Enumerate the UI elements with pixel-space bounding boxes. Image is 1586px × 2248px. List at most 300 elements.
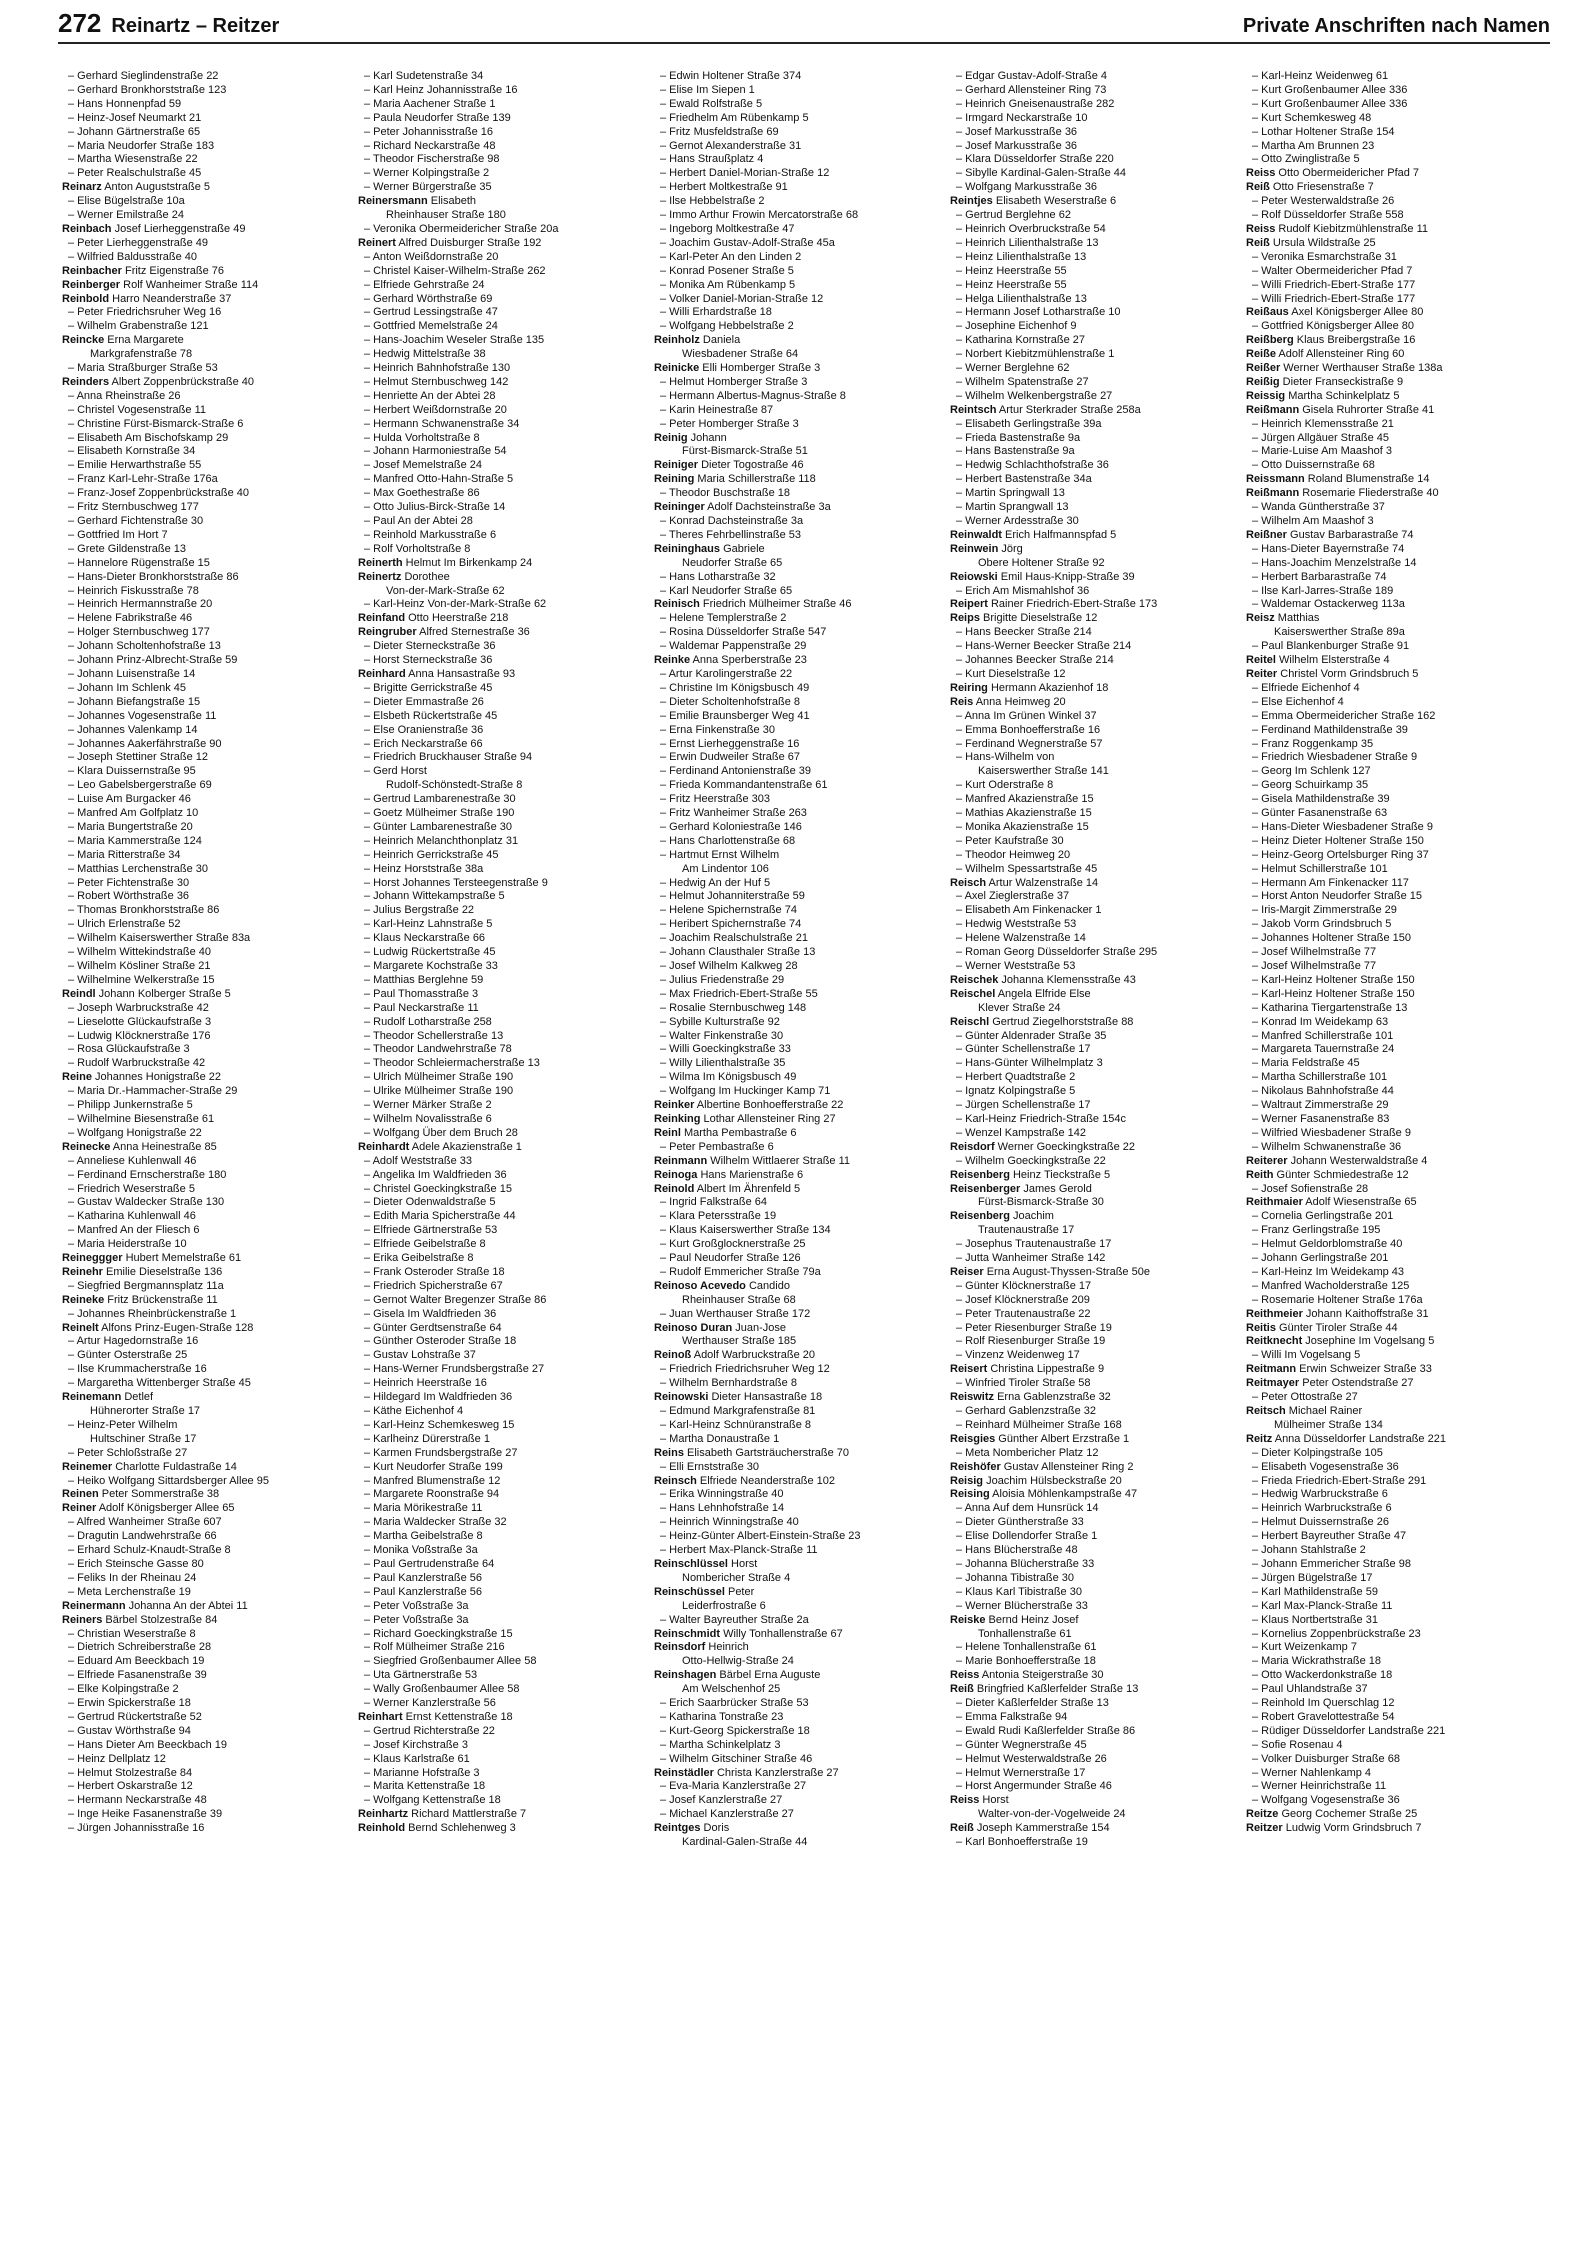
sub-entry: – Elfriede Gärtnerstraße 53 [364,1224,498,1237]
sub-entry: – Frank Osteroder Straße 18 [364,1265,505,1278]
sub-entry: – Paul Kanzlerstraße 56 [364,1571,483,1584]
entry-text: Johanna An der Abtei 11 [125,1599,248,1612]
sub-entry: – Goetz Mülheimer Straße 190 [364,807,515,820]
sub-entry: – Katharina Kornstraße 27 [956,334,1086,347]
entry-text: Johann [687,431,727,444]
surname: Reincke [62,334,105,347]
surname-entry [1246,1308,1542,1322]
entry-text: Gisela Ruhrorter Straße 41 [1299,403,1435,416]
sub-entry: – Heinz Dellplatz 12 [68,1752,166,1765]
sub-entry: – Paul Uhlandstraße 37 [1252,1683,1368,1696]
sub-entry: – Franz-Josef Zoppenbrückstraße 40 [68,487,249,500]
sub-entry: – Juan Werthauser Straße 172 [660,1307,811,1320]
sub-entry: – Herbert Bastenstraße 34a [956,473,1092,486]
surname-entry [1246,1377,1542,1391]
sub-entry: – Kurt Großenbaumer Allee 336 [1252,97,1408,110]
entry-text: Erna Gablenzstraße 32 [994,1391,1111,1404]
sub-entry: – Josef Wilhelmstraße 77 [1252,960,1377,972]
sub-entry: – Otto Wackerdonkstraße 18 [1252,1669,1393,1682]
sub-entry: – Werner Berglehne 62 [956,362,1070,375]
sub-entry: – Elfriede Gehrstraße 24 [364,278,485,291]
sub-entry: – Hartmut Ernst Wilhelm [660,848,780,861]
sub-entry: – Sybille Kulturstraße 92 [660,1015,780,1028]
sub-entry: – Ferdinand Ernscherstraße 180 [68,1168,227,1181]
surname-entry [654,1475,950,1489]
entry-text: James Gerold [1020,1182,1092,1195]
sub-entry: – Josephus Trautenaustraße 17 [956,1238,1112,1251]
sub-entry: – Maria Wickrathstraße 18 [1252,1655,1381,1668]
sub-entry: – Herbert Barbarastraße 74 [1252,570,1387,583]
sub-entry: – Peter Ottostraße 27 [1252,1391,1358,1404]
sub-entry: – Michael Kanzlerstraße 27 [660,1808,794,1821]
surname-entry [950,1475,1246,1489]
surname-entry [1246,223,1542,237]
sub-entry: – Rosa Glückaufstraße 3 [68,1043,190,1056]
sub-entry: – Josef Klöcknerstraße 209 [956,1293,1090,1306]
sub-entry: – Helmut Schillerstraße 101 [1252,862,1388,875]
sub-entry: – Erna Finkenstraße 30 [660,723,775,736]
sub-entry: – Hedwig Warbruckstraße 6 [1252,1488,1388,1501]
surname: Reinshagen [654,1669,717,1682]
entry-text: Joachim Hülsbeckstraße 20 [983,1474,1122,1487]
surname-entry [1246,487,1542,501]
section-title: Private Anschriften nach Namen [1242,15,1550,37]
entry-text: Erwin Schweizer Straße 33 [1296,1363,1432,1376]
sub-entry: – Klara Duissernstraße 95 [68,765,196,778]
surname: Reinold [654,1182,695,1195]
sub-entry: – Horst Angermunder Straße 46 [956,1780,1112,1793]
sub-entry: – Heinrich Warbruckstraße 6 [1252,1502,1392,1515]
sub-entry: – Werner Blücherstraße 33 [956,1599,1088,1612]
entry-text: Adolf Dachsteinstraße 3a [704,501,831,514]
sub-entry: – Wilhelm Spatenstraße 27 [956,375,1089,388]
surname-entry [62,1266,358,1280]
sub-entry: – Hans-Dieter Wiesbadener Straße 9 [1252,820,1433,833]
surname: Reinehr [62,1265,103,1278]
sub-entry: – Lieselotte Glückaufstraße 3 [68,1015,212,1028]
sub-entry: – Adolf Weststraße 33 [364,1154,473,1167]
entry-text: Anna Hansastraße 93 [405,667,516,680]
sub-entry: – Rudolf Emmericher Straße 79a [660,1265,821,1278]
surname-entry [358,571,654,585]
sub-entry: – Emma Falkstraße 94 [956,1710,1068,1723]
sub-entry: – Elisabeth Kornstraße 34 [68,445,196,458]
sub-entry: – Wilhelm Wittekindstraße 40 [68,946,212,959]
sub-entry: – Christel Kaiser-Wilhelm-Straße 262 [364,264,546,277]
sub-entry: – Paul An der Abtei 28 [364,515,473,527]
sub-entry: – Friedhelm Am Rübenkamp 5 [660,111,809,124]
entry-text: Johanna Klemensstraße 43 [998,973,1136,986]
sub-entry: – Gertrud Rückertstraße 52 [68,1710,202,1723]
entry-text: Rudolf Kiebitzmühlenstraße 11 [1275,222,1429,235]
sub-entry: – Kurt Großenbaumer Allee 336 [1252,83,1408,96]
surname-entry [950,543,1246,557]
sub-entry: – Manfred Schillerstraße 101 [1252,1029,1394,1042]
sub-entry: – Günter Gerdtsenstraße 64 [364,1321,502,1334]
sub-entry: – Werner Bürgerstraße 35 [364,181,492,194]
surname-entry [950,1183,1246,1197]
surname-entry [62,1600,358,1614]
sub-entry: – Ilse Hebbelstraße 2 [660,195,765,208]
sub-entry: – Peter Trautenaustraße 22 [956,1307,1091,1320]
entry-text: Erich Halfmannspfad 5 [1001,528,1117,541]
sub-entry: – Max Goethestraße 86 [364,487,480,500]
entry-continuation: Fürst-Bismarck-Straße 30 [978,1196,1104,1209]
sub-entry: – Gerhard Koloniestraße 146 [660,820,802,833]
surname: Reißmann [1246,403,1300,416]
surname-entry [1246,1433,1542,1447]
sub-entry: – Wolfgang Im Huckinger Kamp 71 [660,1085,831,1098]
surname-entry [62,1294,358,1308]
sub-entry: – Hans-Wilhelm von [956,751,1055,764]
sub-entry: – Johann Emmericher Straße 98 [1252,1557,1411,1570]
sub-entry: – Karl-Heinz Lahnstraße 5 [364,918,493,931]
sub-entry: – Frieda Kommandantenstraße 61 [660,779,828,792]
sub-entry: – Meta Lerchenstraße 19 [68,1585,191,1598]
surname: Reinisch [654,598,700,611]
surname-entry [62,1322,358,1336]
surname-entry [950,1488,1246,1502]
sub-entry: – Manfred Am Golfplatz 10 [68,807,199,820]
surname: Reinwein [950,542,999,555]
entry-text: Harro Neanderstraße 37 [109,292,232,305]
sub-entry: – Herbert Bayreuther Straße 47 [1252,1530,1407,1543]
entry-text: Peter Sommerstraße 38 [98,1488,220,1501]
sub-entry: – Else Eichenhof 4 [1252,695,1344,708]
sub-entry: – Johann Luisenstraße 14 [68,667,196,680]
sub-entry: – Otto Julius-Birck-Straße 14 [364,501,506,514]
sub-entry: – Konrad Posener Straße 5 [660,264,794,277]
entry-continuation: Am Lindentor 106 [682,862,769,875]
surname-entry [358,612,654,626]
sub-entry: – Friedrich Friedrichsruher Weg 12 [660,1363,830,1376]
surname: Reinschmidt [654,1627,721,1640]
sub-entry: – Artur Hagedornstraße 16 [68,1335,199,1348]
sub-entry: – Günter Osterstraße 25 [68,1349,188,1362]
sub-entry: – Joseph Stettiner Straße 12 [68,751,209,764]
surname: Reine [62,1071,92,1084]
surname-entry [654,1641,950,1655]
sub-entry: – Jürgen Bügelstraße 17 [1252,1571,1373,1584]
entry-text: Otto Friesenstraße 7 [1269,181,1374,194]
surname-entry [1246,668,1542,682]
sub-entry: – Klaus Karlstraße 61 [364,1752,470,1765]
sub-entry: – Helene Walzenstraße 14 [956,932,1086,945]
sub-entry: – Friedrich Wiesbadener Straße 9 [1252,751,1418,764]
sub-entry: – Erika Winningstraße 40 [660,1488,784,1501]
sub-entry: – Helmut Westerwaldstraße 26 [956,1752,1107,1765]
surname: Reitel [1246,654,1276,667]
sub-entry: – Klara Düsseldorfer Straße 220 [956,153,1114,166]
entry-text: Heinz Tieckstraße 5 [1009,1168,1111,1181]
sub-entry: – Kornelius Zoppenbrückstraße 23 [1252,1627,1421,1640]
sub-entry: – Johannes Rheinbrückenstraße 1 [68,1307,237,1320]
sub-entry: – Wolfgang Markusstraße 36 [956,181,1098,194]
sub-entry: – Martha Schillerstraße 101 [1252,1071,1388,1084]
surname-entry [654,334,950,348]
surname: Reinen [62,1488,99,1501]
sub-entry: – Hans-Dieter Bayernstraße 74 [1252,542,1405,555]
sub-entry: – Friedrich Weserstraße 5 [68,1182,195,1195]
entry-text: Dieter Togostraße 46 [698,459,804,472]
sub-entry: – Hans Dieter Am Beeckbach 19 [68,1738,227,1751]
sub-entry: – Ilse Krummacherstraße 16 [68,1363,207,1376]
sub-entry: – Erich Am Mismahlshof 36 [956,584,1090,597]
sub-entry: – Rosemarie Holtener Straße 176a [1252,1293,1423,1306]
sub-entry: – Wilhelm Novalisstraße 6 [364,1112,492,1125]
sub-entry: – Peter Kaufstraße 30 [956,834,1064,847]
sub-entry: – Axel Zieglerstraße 37 [956,890,1070,903]
sub-entry: – Henriette An der Abtei 28 [364,389,496,402]
surname-entry [1246,348,1542,362]
sub-entry: – Dietrich Schreiberstraße 28 [68,1641,212,1654]
sub-entry: – Peter Realschulstraße 45 [68,167,202,180]
sub-entry: – Paul Thomasstraße 3 [364,987,479,1000]
surname: Reiss [950,1669,980,1682]
surname: Reinelt [62,1321,99,1334]
surname-entry [654,1280,950,1294]
sub-entry: – Werner Emilstraße 24 [68,209,184,222]
sub-entry: – Sofie Rosenau 4 [1252,1738,1343,1751]
surname-entry [1246,404,1542,418]
sub-entry: – Winfried Tiroler Straße 58 [956,1377,1091,1390]
sub-entry: – Klaus Kaiserswerther Straße 134 [660,1224,831,1237]
sub-entry: – Maria Feldstraße 45 [1252,1057,1360,1070]
sub-entry: – Helene Fabrikstraße 46 [68,612,193,625]
surname: Reintjes [950,195,993,208]
surname: Reinhart [358,1710,403,1723]
sub-entry: – Werner Kanzlerstraße 56 [364,1697,496,1710]
entry-text: Günter Schmiedestraße 12 [1273,1168,1409,1181]
sub-entry: – Kurt Neudorfer Straße 199 [364,1460,503,1473]
entry-text: Adolf Königsberger Allee 65 [96,1502,235,1515]
sub-entry: – Wilhelmine Biesenstraße 61 [68,1112,215,1125]
entry-text: Werner Goeckingkstraße 22 [994,1140,1136,1153]
sub-entry: – Otto Duissernstraße 68 [1252,459,1375,472]
sub-entry: – Emilie Herwarthstraße 55 [68,459,202,472]
surname: Reinecke [62,1140,111,1153]
entry-text: Johann Kolberger Straße 5 [95,987,231,1000]
surname-entry [950,1433,1246,1447]
sub-entry: – Ulrich Erlenstraße 52 [68,918,181,931]
sub-entry: – Dragutin Landwehrstraße 66 [68,1530,217,1543]
sub-entry: – Johann Scholtenhofstraße 13 [68,640,221,653]
sub-entry: – Richard Neckarstraße 48 [364,139,496,152]
sub-entry: – Paul Kanzlerstraße 56 [364,1585,483,1598]
entry-continuation: Otto-Hellwig-Straße 24 [682,1655,794,1668]
sub-entry: – Johannes Vogesenstraße 11 [68,709,217,722]
sub-entry: – Fritz Sternbuschweg 177 [68,501,199,514]
sub-entry: – Elise Im Siepen 1 [660,83,755,96]
sub-entry: – Horst Sterneckstraße 36 [364,654,493,667]
surname-entry [1246,1808,1542,1822]
sub-entry: – Meta Nombericher Platz 12 [956,1446,1099,1459]
entry-text: Lothar Allensteiner Ring 27 [700,1112,836,1125]
surname-entry [654,1155,950,1169]
entry-text: Ludwig Vorm Grindsbruch 7 [1282,1822,1422,1835]
surname: Reitis [1246,1321,1276,1334]
sub-entry: – Edwin Holtener Straße 374 [660,70,802,82]
sub-entry: – Johanna Blücherstraße 33 [956,1557,1095,1570]
sub-entry: – Hans Bastenstraße 9a [956,445,1075,458]
sub-entry: – Ignatz Kolpingstraße 5 [956,1085,1076,1098]
entry-text: Georg Cochemer Straße 25 [1278,1808,1418,1821]
sub-entry: – Ferdinand Antonienstraße 39 [660,765,812,778]
surname-entry [1246,237,1542,251]
surname: Reitknecht [1246,1335,1303,1348]
sub-entry: – Roman Georg Düsseldorfer Straße 295 [956,946,1158,959]
surname: Reinemer [62,1460,113,1473]
surname: Reinhardt [358,1140,410,1153]
sub-entry: – Hedwig Schlachthofstraße 36 [956,459,1109,472]
surname: Reitsch [1246,1405,1286,1417]
sub-entry: – Mathias Akazienstraße 15 [956,807,1092,820]
entry-text: Adolf Warbruckstraße 20 [691,1349,815,1362]
surname-entry [654,1169,950,1183]
entry-text: Josephine Im Vogelsang 5 [1302,1335,1435,1348]
sub-entry: – Edmund Markgrafenstraße 81 [660,1405,816,1417]
surname-entry [950,1683,1246,1697]
sub-entry: – Ernst Lierheggenstraße 16 [660,737,800,750]
sub-entry: – Angelika Im Waldfrieden 36 [364,1168,507,1181]
entry-continuation: Rheinhauser Straße 68 [682,1293,796,1306]
entry-text: Werner Werthauser Straße 138a [1280,362,1443,375]
sub-entry: – Helmut Stolzestraße 84 [68,1766,193,1779]
surname-entry [1246,376,1542,390]
entry-text: Dorothee [401,570,450,583]
sub-entry: – Heinrich Hermannstraße 20 [68,598,213,611]
sub-entry: – Ingrid Falkstraße 64 [660,1196,767,1209]
sub-entry: – Helene Templerstraße 2 [660,612,787,625]
surname: Reis [950,695,974,708]
surname-entry [1246,1405,1542,1419]
sub-entry: – Hans-Joachim Menzelstraße 14 [1252,556,1417,569]
sub-entry: – Karl-Heinz Von-der-Mark-Straße 62 [364,598,547,611]
sub-entry: – Maria Bungertstraße 20 [68,820,193,833]
sub-entry: – Heinz Heerstraße 55 [956,264,1067,277]
sub-entry: – Artur Karolingerstraße 22 [660,667,793,680]
sub-entry: – Peter Pembastraße 6 [660,1140,774,1153]
surname: Reinberger [62,278,121,291]
entry-continuation: Nombericher Straße 4 [682,1571,791,1584]
surname-entry [654,1183,950,1197]
sub-entry: – Sibylle Kardinal-Galen-Straße 44 [956,167,1126,180]
surname-entry [1246,1822,1542,1836]
entry-text: Juan-Jose [732,1321,787,1334]
surname: Reinl [654,1126,681,1139]
sub-entry: – Volker Duisburger Straße 68 [1252,1752,1400,1765]
sub-entry: – Elli Ernststraße 30 [660,1460,760,1473]
surname: Reindl [62,987,96,1000]
sub-entry: – Edith Maria Spicherstraße 44 [364,1210,516,1223]
sub-entry: – Heinz Horststraße 38a [364,862,484,875]
surname: Reiß [950,1822,974,1835]
surname-entry [950,1169,1246,1183]
sub-entry: – Hermann Albertus-Magnus-Straße 8 [660,389,846,402]
sub-entry: – Jürgen Schellenstraße 17 [956,1099,1091,1112]
sub-entry: – Paul Neudorfer Straße 126 [660,1252,801,1265]
entry-text: Horst [979,1794,1009,1807]
sub-entry: – Iris-Margit Zimmerstraße 29 [1252,904,1397,917]
sub-entry: – Margarete Kochstraße 33 [364,960,498,972]
page-header [58,8,1550,44]
entry-text: Rainer Friedrich-Ebert-Straße 173 [987,598,1158,611]
surname-entry [654,459,950,473]
sub-entry: – Veronika Esmarchstraße 31 [1252,250,1397,263]
entry-text: Anna Düsseldorfer Landstraße 221 [1272,1432,1446,1445]
surname: Reiniger [654,459,699,472]
sub-entry: – Johannes Holtener Straße 150 [1252,932,1411,945]
sub-entry: – Inge Heike Fasanenstraße 39 [68,1808,223,1821]
surname-entry [62,279,358,293]
sub-entry: – Werner Ardesstraße 30 [956,515,1079,527]
surname: Reiser [950,1265,984,1278]
entry-text: Hubert Memelstraße 61 [122,1252,242,1265]
sub-entry: – Karl-Heinz Weidenweg 61 [1252,70,1389,82]
sub-entry: – Christine Fürst-Bismarck-Straße 6 [68,417,244,430]
surname: Reips [950,612,980,625]
sub-entry: – Heinrich Heerstraße 16 [364,1377,487,1390]
surname-entry [358,1808,654,1822]
sub-entry: – Ulrike Mülheimer Straße 190 [364,1085,514,1098]
entry-text: Matthias [1274,612,1320,625]
surname-entry [654,1447,950,1461]
surname: Reinhold [358,1822,406,1835]
sub-entry: – Martha Donaustraße 1 [660,1432,780,1445]
sub-entry: – Norbert Kiebitzmühlenstraße 1 [956,348,1115,361]
sub-entry: – Paul Neckarstraße 11 [364,1001,479,1014]
sub-entry: – Helmut Duissernstraße 26 [1252,1516,1389,1529]
entry-continuation: Kaiserswerther Straße 89a [1274,626,1405,639]
entry-text: Antonia Steigerstraße 30 [979,1669,1104,1682]
sub-entry: – Hermann Schwanenstraße 34 [364,417,520,430]
surname-entry [1246,390,1542,404]
surname: Reinoß [654,1349,692,1362]
sub-entry: – Wilhelm Kösliner Straße 21 [68,960,211,972]
entry-text: Gabriele [720,542,765,555]
surname-entry [62,265,358,279]
surname: Reinig [654,431,688,444]
sub-entry: – Josef Sofienstraße 28 [1252,1182,1369,1195]
surname-entry [654,1586,950,1600]
sub-entry: – Dieter Odenwaldstraße 5 [364,1196,496,1209]
entry-text: Elli Homberger Straße 3 [699,362,821,375]
sub-entry: – Brigitte Gerrickstraße 45 [364,681,493,694]
sub-entry: – Katharina Kuhlenwall 46 [68,1210,196,1223]
entry-text: Anna Heinestraße 85 [110,1140,217,1153]
sub-entry: – Klaus Nortbertstraße 31 [1252,1613,1378,1626]
surname: Reineke [62,1293,105,1306]
sub-entry: – Christel Vogesenstraße 11 [68,403,206,416]
sub-entry: – Heinrich Fiskusstraße 78 [68,584,199,597]
entry-text: Adolf Allensteiner Ring 60 [1275,348,1405,361]
entry-continuation: Werthauser Straße 185 [682,1335,797,1348]
sub-entry: – Georg Schuirkamp 35 [1252,779,1369,792]
sub-entry: – Theres Fehrbellinstraße 53 [660,528,802,541]
surname: Reisenberg [950,1210,1010,1223]
entry-text: Bernd Heinz Josef [985,1613,1079,1626]
sub-entry: – Katharina Tiergartenstraße 13 [1252,1001,1408,1014]
entry-text: Ernst Kettenstraße 18 [402,1710,513,1723]
name-range: Reinartz – Reitzer [111,15,280,37]
surname-entry [654,1127,950,1141]
sub-entry: – Maria Dr.-Hammacher-Straße 29 [68,1085,238,1098]
entry-continuation: Rudolf-Schönstedt-Straße 8 [386,779,523,792]
entry-text: Alfred Sternestraße 36 [416,626,530,639]
sub-entry: – Reinhard Mülheimer Straße 168 [956,1418,1122,1431]
sub-entry: – Hedwig An der Huf 5 [660,876,771,889]
sub-entry: – Theodor Fischerstraße 98 [364,153,500,166]
